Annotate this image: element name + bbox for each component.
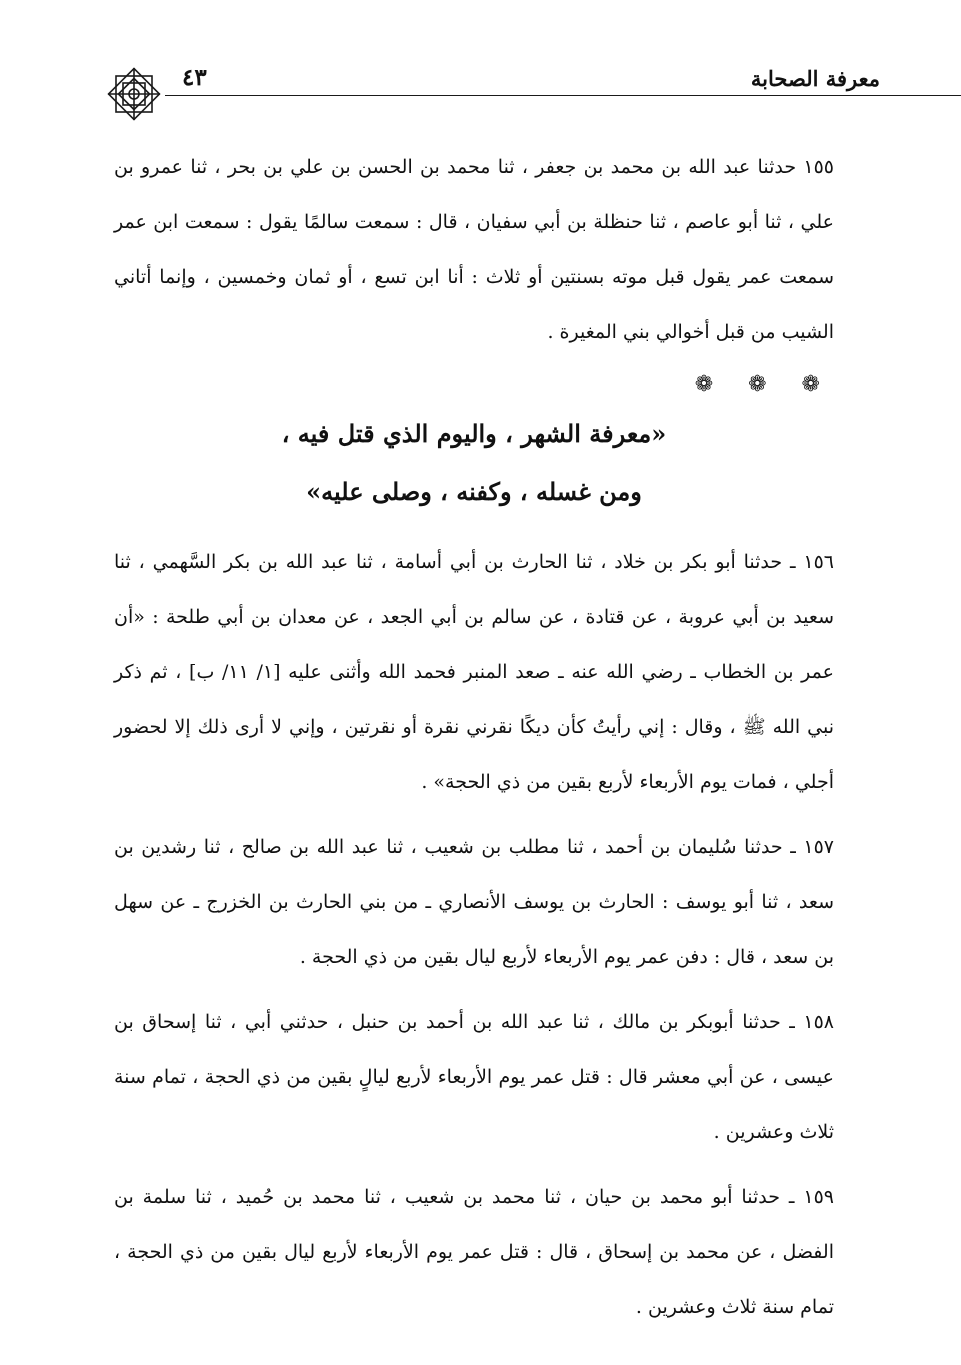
section-heading <box>114 405 834 521</box>
hadith-156: ١٥٦ ـ حدثنا أبو بكر بن خلاد ، ثنا الحارث بن أبي أسامة ، ثنا عبد الله بن بكر السَّهمي ، ثنا سعيد بن أبي عروبة ، عن قتادة ، عن سالم بن أبي الجعد ، عن معدان بن أبي طلحة : «أن عمر بن الخطاب ـ رضي الله عنه ـ صعد المنبر فحمد الله وأثنى عليه [١/ ١١/ ب] ، ثم ذكر نبي الله ﷺ ، وقال : إني رأيتُ كأن ديكًا نقرني نقرة أو نقرتين ، وإني لا أرى ذلك إلا لحضور أجلي ، فمات يوم الأربعاء لأربع بقين من ذي الحجة» . <box>114 551 834 793</box>
running-header <box>120 62 880 96</box>
hadith-159: ١٥٩ ـ حدثنا أبو محمد بن حيان ، ثنا محمد بن شعيب ، ثنا محمد بن حُميد ، ثنا سلمة بن الفضل ، عن محمد بن إسحاق ، قال : قتل عمر يوم الأربعاء لأربع ليال بقين من ذي الحجة ، تمام سنة ثلاث وعشرين . <box>114 1186 834 1318</box>
octagram-ornament-icon <box>104 64 164 124</box>
hadith-155: ١٥٥ حدثنا عبد الله بن محمد بن جعفر ، ثنا محمد بن الحسن بن علي بن بحر ، ثنا عمرو بن علي ، ثنا أبو عاصم ، ثنا حنظلة بن أبي سفيان ، قال : سمعت سالمًا يقول : سمعت ابن عمر سمعت عمر يقول قبل موته بسنتين أو ثلاث : أنا ابن تسع ، أو ثمان وخمسين ، وإنما أتاني الشيب من قبل أخوالي بني المغيرة . <box>114 156 834 343</box>
hadith-158: ١٥٨ ـ حدثنا أبوبكر بن مالك ، ثنا عبد الله بن أحمد بن حنبل ، حدثني أبي ، ثنا إسحاق بن عيسى ، عن أبي معشر قال : قتل عمر يوم الأربعاء لأربع ليالٍ بقين من ذي الحجة ، تمام سنة ثلاث وعشرين . <box>114 1011 834 1143</box>
section-heading-line-2: ومن غسله ، وكفنه ، وصلى عليه» <box>306 477 642 506</box>
hadith-157: ١٥٧ ـ حدثنا سُليمان بن أحمد ، ثنا مطلب بن شعيب ، ثنا عبد الله بن صالح ، ثنا رشدين بن سعد ، ثنا أبو يوسف : الحارث بن يوسف الأنصاري ـ من بني الحارث بن الخزرج ـ عن سهل بن سعد ، قال : دفن عمر يوم الأربعاء لأربع ليال بقين من ذي الحجة . <box>114 836 834 968</box>
page-content <box>114 140 834 1335</box>
section-heading-line-1: «معرفة الشهر ، واليوم الذي قتل فيه ، <box>281 419 667 448</box>
header-rule <box>165 95 961 96</box>
running-title: معرفة الصحابة <box>750 66 880 91</box>
page-number: ٤٣ <box>182 64 207 91</box>
section-separator: ❁ ❁ ❁ <box>694 372 834 397</box>
